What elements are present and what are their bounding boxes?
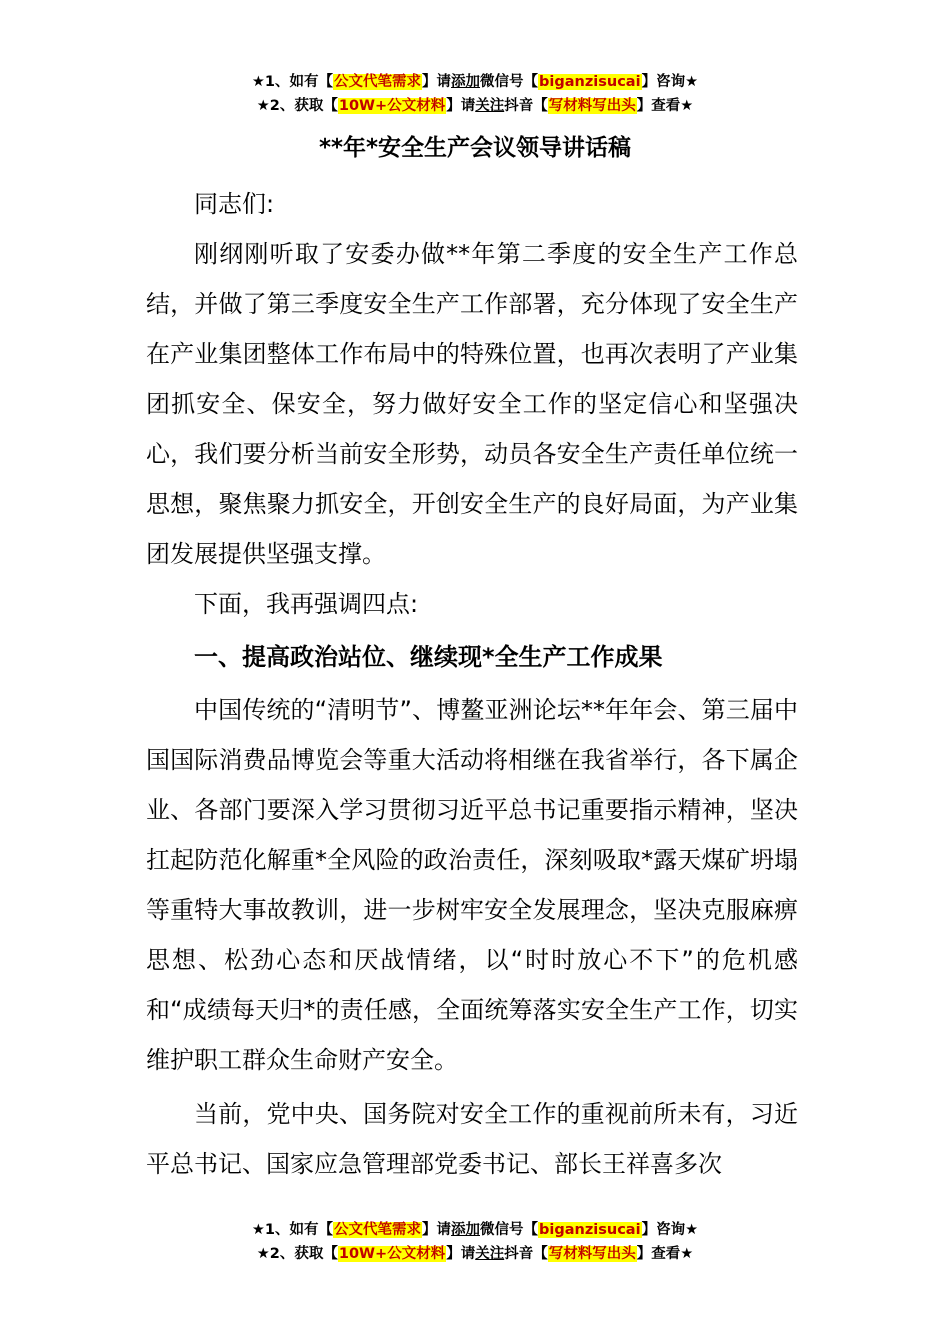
promo-line-2-highlight-douyin: 写材料写出头 bbox=[548, 98, 636, 114]
promo-line-2-bottom-emphasis: 关注 bbox=[475, 1246, 505, 1262]
promo-banner-top bbox=[0, 70, 950, 118]
promo-line-1 bbox=[0, 70, 950, 94]
paragraph-section-1: 中国传统的“清明节”、博鳌亚洲论坛**年年会、第三届中国国际消费品博览会等重大活动将相继在我省举行，各下属企业、各部门要深入学习贯彻习近平总书记重要指示精神，坚决扛起防范化解重*全风险的政治责任，深刻吸取*露天煤矿坍塌等重特大事故教训，进一步树牢安全发展理念，坚决克服麻痹思想、松劲心态和厌战情绪，以“时时放心不下”的危机感和“成绩每天归*的责任感，全面统筹落实安全生产工作，切实维护职工群众生命财产安全。 bbox=[146, 696, 798, 1074]
promo-line-2-emphasis: 关注 bbox=[475, 98, 505, 114]
promo-line-1-bottom-highlight-service: 公文代笔需求 bbox=[334, 1222, 422, 1238]
promo-line-2-highlight-materials: 10W+公文材料 bbox=[338, 98, 446, 114]
promo-line-1-highlight-wechat: biganzisucai bbox=[539, 74, 641, 90]
promo-line-1-emphasis: 添加 bbox=[451, 74, 481, 90]
salutation: 同志们: bbox=[194, 190, 275, 218]
promo-line-2-middle: 】请 bbox=[446, 98, 476, 114]
promo-line-1-bottom-middle-b: 微信号【 bbox=[480, 1222, 539, 1238]
promo-line-1-bottom bbox=[0, 1218, 950, 1242]
promo-line-1-bottom-highlight-wechat: biganzisucai bbox=[539, 1222, 641, 1238]
promo-line-2-bottom-prefix: ★2、获取【 bbox=[256, 1246, 338, 1262]
document-body bbox=[146, 179, 798, 1189]
promo-line-1-prefix: ★1、如有【 bbox=[251, 74, 334, 90]
promo-line-2-bottom-highlight-materials: 10W+公文材料 bbox=[338, 1246, 446, 1262]
promo-line-1-middle: 】请 bbox=[422, 74, 452, 90]
promo-banner-bottom bbox=[0, 1218, 950, 1266]
promo-line-2 bbox=[0, 94, 950, 118]
paragraph-transition: 下面，我再强调四点: bbox=[194, 590, 419, 618]
paragraph-current-situation: 当前，党中央、国务院对安全工作的重视前所未有，习近平总书记、国家应急管理部党委书记、部长王祥喜多次 bbox=[146, 1100, 798, 1178]
promo-line-2-bottom bbox=[0, 1242, 950, 1266]
promo-line-1-middle-b: 微信号【 bbox=[480, 74, 539, 90]
promo-line-2-suffix: 】查看★ bbox=[636, 98, 694, 114]
paragraph-intro: 刚纲刚听取了安委办做**年第二季度的安全生产工作总结，并做了第三季度安全生产工作部署，充分体现了安全生产在产业集团整体工作布局中的特殊位置，也再次表明了产业集团抓安全、保安全，努力做好安全工作的坚定信心和坚强决心，我们要分析当前安全形势，动员各安全生产责任单位统一思想，聚焦聚力抓安全，开创安全生产的良好局面，为产业集团发展提供坚强支撑。 bbox=[146, 240, 798, 568]
promo-line-1-suffix: 】咨询★ bbox=[641, 74, 699, 90]
promo-line-1-bottom-prefix: ★1、如有【 bbox=[251, 1222, 334, 1238]
promo-line-2-bottom-middle: 】请 bbox=[446, 1246, 476, 1262]
section-heading-1: 一、提高政治站位、继续现*全生产工作成果 bbox=[194, 643, 663, 671]
promo-line-1-bottom-emphasis: 添加 bbox=[451, 1222, 481, 1238]
promo-line-2-bottom-highlight-douyin: 写材料写出头 bbox=[548, 1246, 636, 1262]
promo-line-2-prefix: ★2、获取【 bbox=[256, 98, 338, 114]
document-title: **年*安全生产会议领导讲话稿 bbox=[318, 135, 632, 161]
promo-line-1-highlight-service: 公文代笔需求 bbox=[334, 74, 422, 90]
promo-line-2-bottom-suffix: 】查看★ bbox=[636, 1246, 694, 1262]
promo-line-1-bottom-suffix: 】咨询★ bbox=[641, 1222, 699, 1238]
promo-line-2-middle-b: 抖音【 bbox=[504, 98, 548, 114]
promo-line-1-bottom-middle: 】请 bbox=[422, 1222, 452, 1238]
promo-line-2-bottom-middle-b: 抖音【 bbox=[504, 1246, 548, 1262]
